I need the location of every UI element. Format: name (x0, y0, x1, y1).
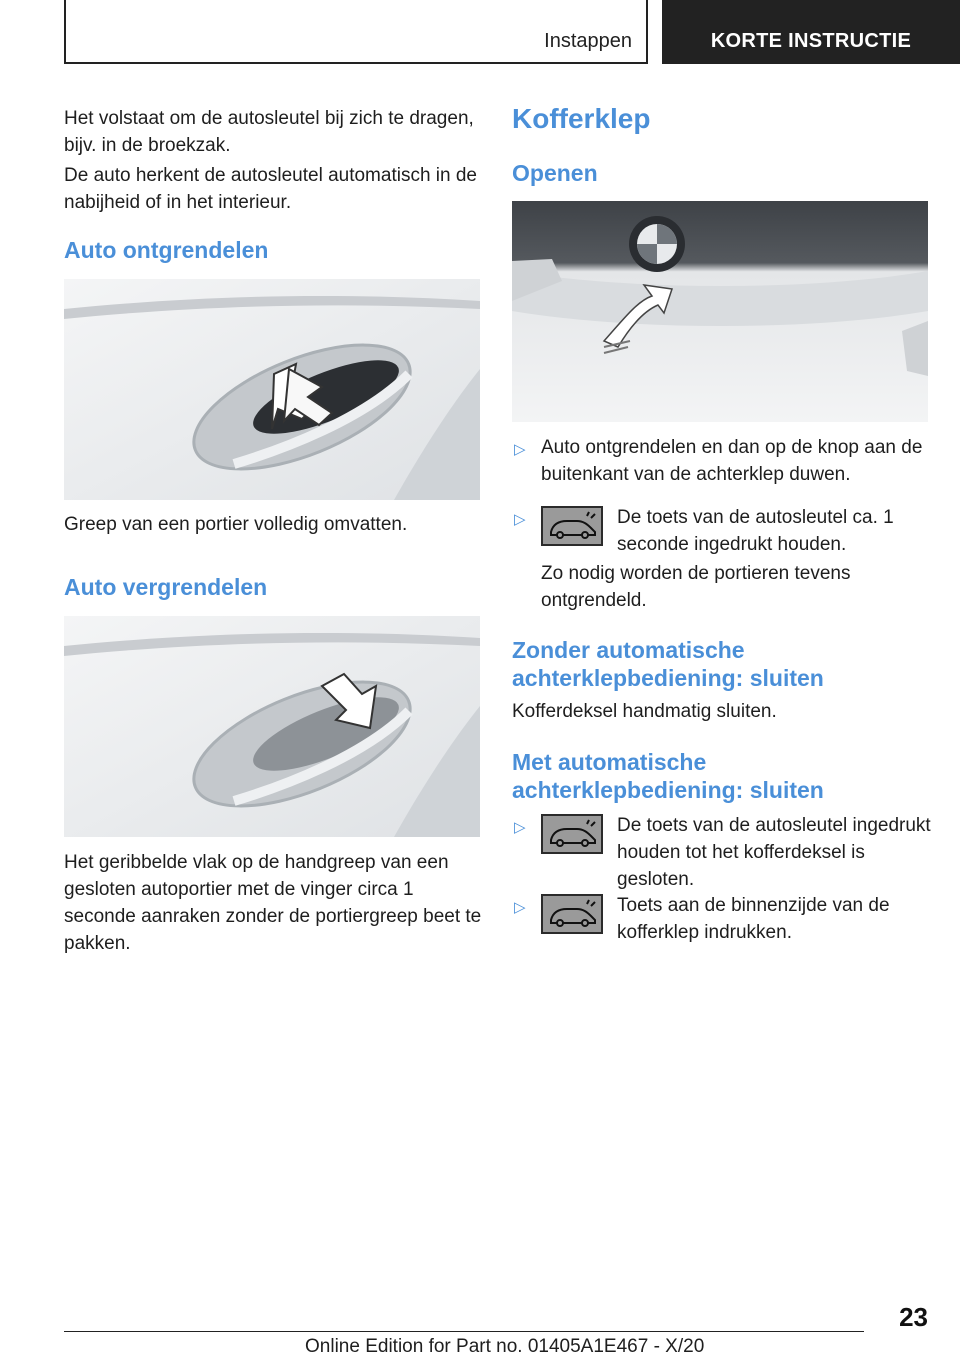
footer-rule (64, 1331, 864, 1332)
section-title: Instappen (544, 30, 632, 52)
open-note: Zo nodig worden de portieren tevens ontgrendeld. (541, 563, 851, 611)
lock-heading: Auto vergrendelen (64, 574, 268, 600)
with-bullet-2: Toets aan de binnenzijde van de kofferklep indrukken. (617, 895, 890, 943)
with-bullet-1a: De toets van de autosleutel ingedrukt houden tot het kofferdeksel is gesloten. (617, 815, 931, 890)
trunk-button-photo (512, 201, 928, 422)
intro-paragraph-1: Het volstaat om de autosleutel bij zich te dragen, bijv. in de broekzak. (64, 108, 474, 156)
without-automatic-heading: Zonder automatische achterklepbediening: sluiten (512, 637, 824, 691)
bullet-marker: ▷ (514, 819, 526, 836)
footer-edition: Online Edition for Part no. 01405A1E467 - X/20 (305, 1336, 705, 1357)
bullet-marker: ▷ (514, 511, 526, 528)
open-bullet-1: Auto ontgrendelen en dan op de knop aan de buitenkant van de achterklep duwen. (541, 437, 923, 485)
lock-caption: Het geribbelde vlak op de handgreep van een gesloten autoportier met de vinger circa 1 seconde aanraken zonder de portiergreep beet te pakken. (64, 852, 482, 954)
open-heading: Openen (512, 160, 598, 186)
door-handle-unlock-photo (64, 279, 480, 500)
car-trunk-key-icon (541, 814, 603, 854)
bullet-marker: ▷ (514, 899, 526, 916)
unlock-heading: Auto ontgrendelen (64, 237, 269, 263)
intro-paragraph-2: De auto herkent de autosleutel automatisch in de nabijheid of in het interieur. (64, 165, 477, 213)
door-handle-lock-photo (64, 616, 480, 837)
car-trunk-key-icon (541, 506, 603, 546)
unlock-caption: Greep van een portier volledig omvatten. (64, 514, 408, 535)
bullet-marker: ▷ (514, 441, 526, 458)
page-number: 23 (899, 1302, 928, 1332)
chapter-title: KORTE INSTRUCTIE (710, 30, 912, 52)
chapter-tab (662, 0, 960, 64)
open-bullet-2: De toets van de autosleutel ca. 1 seconde ingedrukt houden. (617, 507, 894, 555)
with-automatic-heading: Met automatische achterklepbediening: sluiten (512, 749, 824, 803)
car-trunk-button-icon (541, 894, 603, 934)
without-automatic-text: Kofferdeksel handmatig sluiten. (512, 701, 777, 722)
trunk-title: Kofferklep (512, 103, 651, 134)
